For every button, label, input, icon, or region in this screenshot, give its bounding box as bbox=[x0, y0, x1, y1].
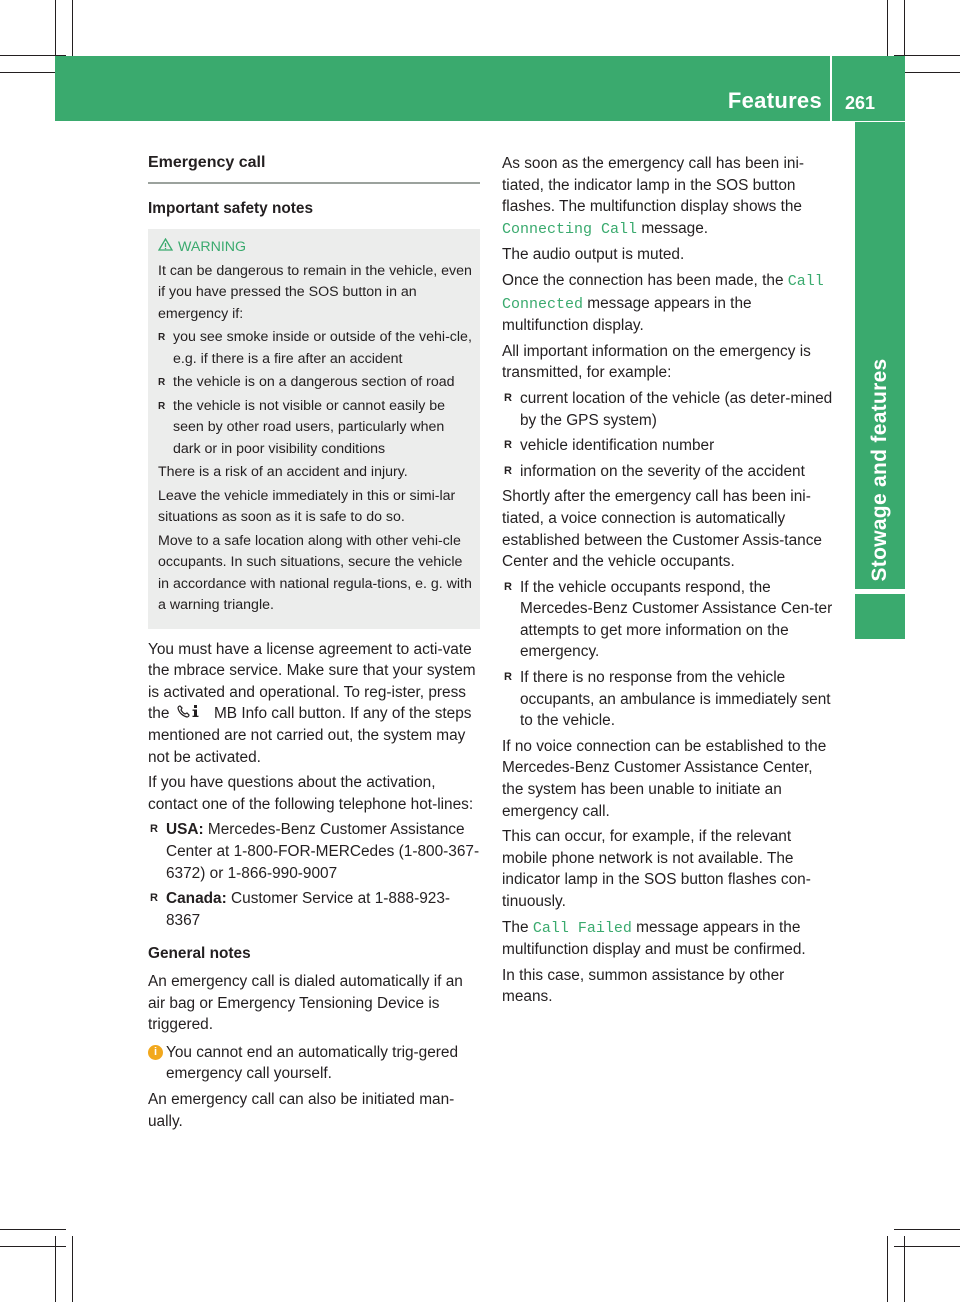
information-paragraph: All important information on the emergency is transmitted, for example: bbox=[502, 342, 811, 382]
list-item bbox=[502, 435, 834, 457]
license-text: MB Info call button. If any of the steps mentioned are not carried out, the system may not be activated. bbox=[148, 705, 472, 766]
list-item-text: vehicle identification number bbox=[520, 437, 715, 455]
crop-mark bbox=[72, 1236, 73, 1302]
bullet-icon: R bbox=[158, 332, 166, 344]
bullet-icon: R bbox=[158, 400, 166, 412]
bullet-icon: R bbox=[504, 464, 512, 477]
warning-bullet bbox=[158, 396, 472, 461]
section-title: Emergency call bbox=[148, 152, 480, 184]
hotline-text: Mercedes-Benz Customer Assistance Center at 1-800-FOR-MERCedes (1-800-367-6372) or 1-866-990-9007 bbox=[166, 821, 480, 882]
list-item bbox=[502, 461, 834, 483]
bullet-icon: R bbox=[504, 439, 512, 452]
warning-triangle-icon bbox=[158, 237, 174, 259]
section-header-title: Features bbox=[727, 88, 822, 113]
phone-info-icon bbox=[174, 703, 210, 725]
audio-paragraph: The audio output is muted. bbox=[502, 246, 685, 264]
subsection-title: Important safety notes bbox=[148, 199, 314, 217]
failed-paragraph bbox=[502, 917, 834, 961]
paragraph-text: The bbox=[502, 918, 529, 936]
paragraph-text: message appears in the multifunction display. bbox=[502, 294, 752, 335]
bullet-icon: R bbox=[150, 823, 158, 836]
info-note-text: You cannot end an automatically trig-gered emergency call yourself. bbox=[166, 1043, 459, 1083]
info-note bbox=[148, 1042, 480, 1085]
network-paragraph: This can occur, for example, if the relevant mobile phone network is not available. The indicator lamp in the SOS button flashes con-tinuously. bbox=[502, 828, 811, 910]
questions-paragraph: If you have questions about the activation, contact one of the following telephone hot-lines: bbox=[148, 774, 474, 813]
bullet-icon: R bbox=[504, 671, 512, 684]
general-notes-title: General notes bbox=[148, 945, 251, 963]
warning-bullet bbox=[158, 327, 472, 370]
crop-mark bbox=[0, 1229, 66, 1230]
right-column bbox=[502, 153, 834, 1012]
crop-mark bbox=[887, 1236, 888, 1302]
warning-advice: Move to a safe location along with other vehi-cle occupants. In such situations, secure the vehicle in accordance with national regula-tions, e. g. with a warning triangle. bbox=[158, 532, 472, 614]
hotline-item bbox=[148, 888, 480, 931]
license-text: You must have a license agreement to acti-vate the mbrace service. Make sure that your system is activated and operational. To reg-ister, press the bbox=[148, 640, 476, 723]
crop-mark bbox=[894, 1246, 960, 1247]
sos-paragraph bbox=[502, 153, 834, 240]
bullet-icon: R bbox=[158, 377, 166, 389]
left-column bbox=[148, 148, 480, 1136]
list-item-text: If there is no response from the vehicle occupants, an ambulance is immediately sent to the vehicle. bbox=[520, 669, 831, 730]
header-divider bbox=[830, 56, 832, 121]
display-message: Call Failed bbox=[532, 919, 632, 937]
paragraph-text: message. bbox=[641, 219, 709, 237]
bullet-icon: R bbox=[504, 391, 512, 404]
hotline-country: USA: bbox=[166, 821, 204, 839]
bullet-icon: R bbox=[504, 580, 512, 593]
crop-mark bbox=[894, 1229, 960, 1230]
crop-mark bbox=[0, 1246, 66, 1247]
warning-header bbox=[158, 237, 472, 259]
general-notes-text: An emergency call is dialed automatically if an air bag or Emergency Tensioning Device is triggered. bbox=[148, 973, 463, 1034]
list-item bbox=[502, 667, 834, 732]
connection-paragraph bbox=[502, 270, 834, 337]
info-icon: i bbox=[148, 1045, 163, 1060]
warning-risk: There is a risk of an accident and injury. bbox=[158, 464, 408, 481]
paragraph-text: Once the connection has been made, the bbox=[502, 271, 784, 289]
no-connection-paragraph: If no voice connection can be established to the Mercedes-Benz Customer Assistance Center, the system has been unable to initiate an emergency call. bbox=[502, 737, 827, 820]
list-item-text: current location of the vehicle (as deter-mined by the GPS system) bbox=[520, 389, 833, 429]
page-number: 261 bbox=[845, 93, 876, 113]
license-paragraph bbox=[148, 639, 480, 769]
warning-bullet-text: the vehicle is not visible or cannot easily be seen by other road users, particularly when dark or in poor visibility conditions bbox=[173, 397, 446, 457]
bullet-icon: R bbox=[150, 892, 158, 905]
display-message: Connecting Call bbox=[502, 220, 638, 238]
warning-intro: It can be dangerous to remain in the vehicle, even if you have pressed the SOS button in an emergency if: bbox=[158, 262, 472, 322]
hotline-country: Canada: bbox=[166, 890, 227, 908]
warning-box bbox=[148, 229, 480, 629]
side-tab-label: Stowage and features bbox=[868, 358, 891, 582]
paragraph-text: As soon as the emergency call has been ini-tiated, the indicator lamp in the SOS button flashes. The multifunction display shows the bbox=[502, 155, 804, 216]
hotline-text: Customer Service at 1-888-923-8367 bbox=[166, 890, 451, 929]
display-message: Call Connected bbox=[502, 272, 824, 313]
manual-paragraph: An emergency call can also be initiated man-ually. bbox=[148, 1090, 455, 1130]
voice-paragraph: Shortly after the emergency call has been ini-tiated, a voice connection is automatically established between the Customer Assis-tance Center and the vehicle occupants. bbox=[502, 488, 822, 571]
side-tab-marker bbox=[855, 594, 905, 639]
summon-paragraph: In this case, summon assistance by other means. bbox=[502, 966, 785, 1006]
list-item bbox=[502, 577, 834, 663]
warning-advice: Leave the vehicle immediately in this or simi-lar situations as soon as it is safe to do so. bbox=[158, 487, 456, 526]
warning-bullet-text: you see smoke inside or outside of the vehi-cle, e.g. if there is a fire after an accident bbox=[173, 329, 472, 367]
hotline-item bbox=[148, 819, 480, 884]
paragraph-text: message appears in the multifunction display and must be confirmed. bbox=[502, 918, 806, 959]
list-item-text: information on the severity of the accident bbox=[520, 462, 805, 480]
list-item bbox=[502, 388, 834, 431]
list-item-text: If the vehicle occupants respond, the Mercedes-Benz Customer Assistance Cen-ter attempts to get more information on the emergency. bbox=[520, 578, 833, 661]
warning-bullet bbox=[158, 372, 472, 394]
warning-bullet-text: the vehicle is on a dangerous section of road bbox=[173, 374, 455, 391]
warning-label: WARNING bbox=[178, 239, 247, 256]
